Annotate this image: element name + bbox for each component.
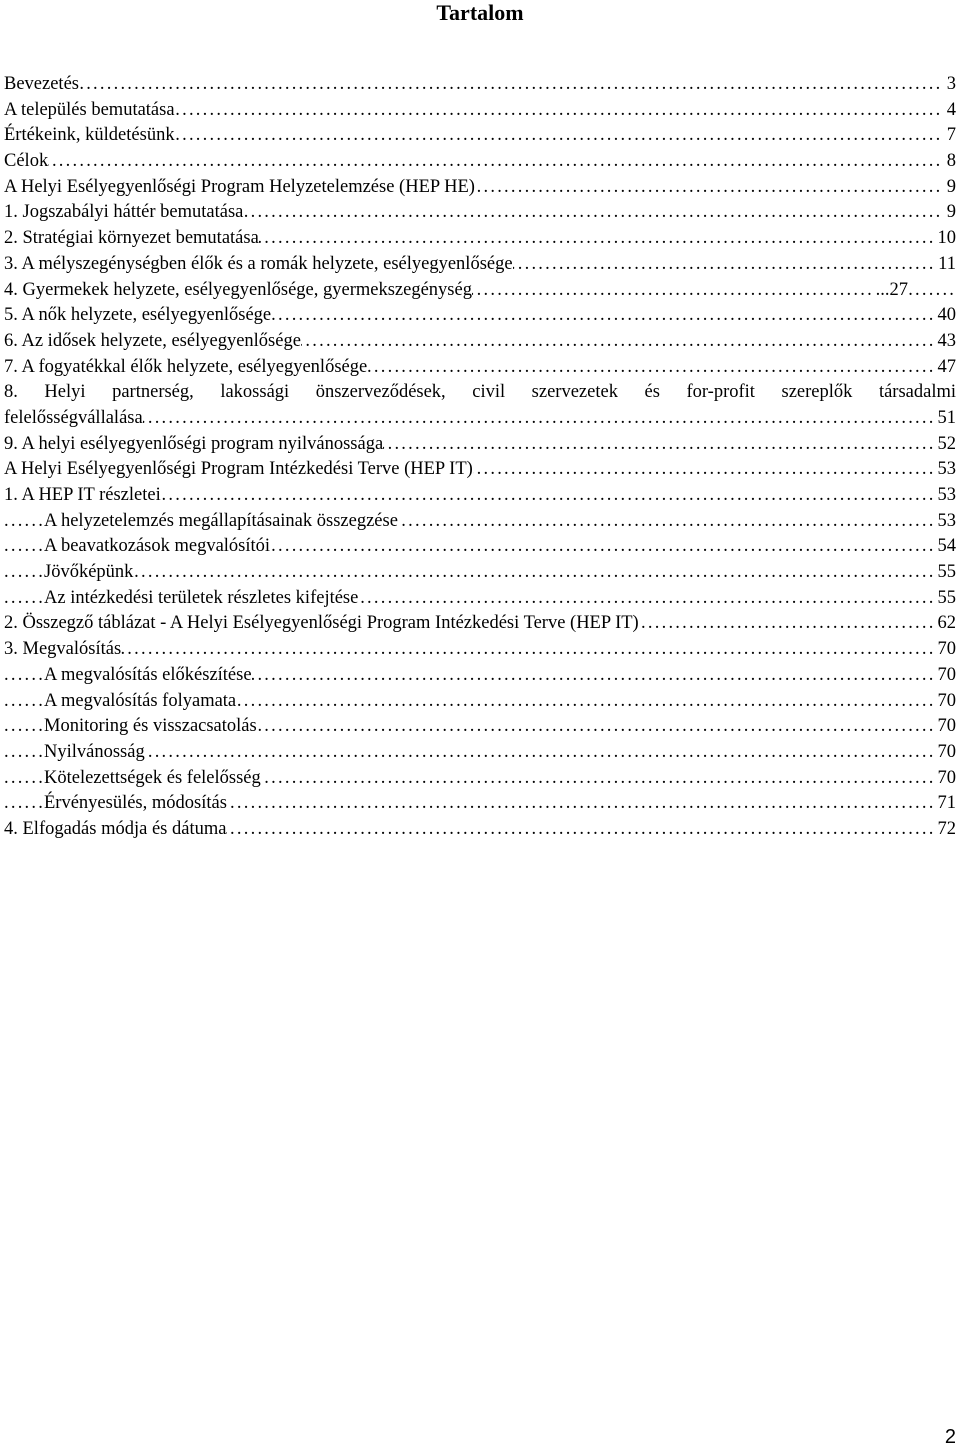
toc-entry[interactable] [4,303,956,329]
toc-entry-title: A helyzetelemzés megállapításainak összegzése [44,510,398,531]
table-of-contents [4,72,956,843]
toc-entry-page: ...27 [872,278,908,304]
toc-entry[interactable] [4,355,956,381]
toc-entry[interactable] [4,586,956,612]
toc-entry-page: 70 [934,714,957,740]
toc-entry-page: 11 [934,252,956,278]
toc-entry[interactable] [4,689,956,715]
toc-entry-page: 70 [934,689,957,715]
toc-entry-title: A Helyi Esélyegyenlőségi Program Helyzetelemzése (HEP HE) [4,176,475,197]
toc-entry-page: 9 [943,175,956,201]
toc-entry-page: 8 [943,149,956,175]
toc-entry[interactable] [4,483,956,509]
toc-entry-title: Monitoring és visszacsatolás [44,716,257,737]
toc-entry-title: A település bemutatása [4,99,175,120]
toc-entry-title: 4. Gyermekek helyzete, esélyegyenlősége, gyermekszegénység [4,279,472,300]
toc-entry[interactable] [4,149,956,175]
toc-entry-page: 70 [934,766,957,792]
toc-entry-page: 4 [943,98,956,124]
toc-entry-page: 70 [934,663,957,689]
toc-entry-page: 70 [934,637,957,663]
toc-entry-title: A megvalósítás előkészítése [44,664,252,685]
toc-entry[interactable] [4,175,956,201]
toc-entry-title: Kötelezettségek és felelősség [44,767,261,788]
toc-entry-title: Értékeink, küldetésünk [4,125,175,146]
toc-entry-title: A Helyi Esélyegyenlőségi Program Intézkedési Terve (HEP IT) [4,459,473,480]
toc-entry-page: 54 [934,534,957,560]
toc-entry-title-continued: felelősségvállalása [4,407,143,428]
toc-entry-page: 10 [934,226,957,252]
toc-entry[interactable] [4,534,956,560]
toc-entry-page: 7 [943,123,956,149]
page-number: 2 [944,1426,956,1448]
toc-entry[interactable] [4,560,956,586]
toc-entry-page: 70 [934,740,957,766]
toc-entry[interactable] [4,663,956,689]
toc-entry[interactable] [4,766,956,792]
toc-entry[interactable] [4,98,956,124]
toc-entry[interactable] [4,252,956,278]
toc-entry[interactable] [4,226,956,252]
toc-entry-title: 4. Elfogadás módja és dátuma [4,818,227,839]
toc-entry-page: 40 [934,303,957,329]
toc-entry[interactable] [4,714,956,740]
toc-entry-title: A beavatkozások megvalósítói [44,536,271,557]
toc-entry-title: Bevezetés [4,74,79,94]
toc-entry-title: 3. Megvalósítás [4,639,122,660]
toc-entry[interactable] [4,611,956,637]
toc-entry-page: 62 [934,611,957,637]
toc-entry[interactable] [4,432,956,458]
toc-entry-page: 55 [934,586,957,612]
toc-entry-title: 9. A helyi esélyegyenlőségi program nyilvánossága [4,433,384,454]
toc-entry[interactable] [4,380,956,431]
toc-entry[interactable] [4,791,956,817]
toc-entry-page: 9 [943,200,956,226]
toc-entry[interactable] [4,637,956,663]
toc-entry-title: 1. A HEP IT részletei [4,485,161,506]
toc-entry-title: 1. Jogszabályi háttér bemutatása [4,202,244,223]
toc-entry-title: Jövőképünk [44,562,134,583]
toc-entry-page: 53 [934,509,957,535]
toc-entry-page: 72 [934,817,957,843]
toc-entry[interactable] [4,123,956,149]
toc-entry-page: 51 [934,406,957,432]
toc-entry[interactable] [4,200,956,226]
toc-entry-page: 43 [934,329,957,355]
toc-entry-page: 53 [934,483,957,509]
toc-entry-page: 71 [934,791,957,817]
toc-entry-title: 2. Összegző táblázat - A Helyi Esélyegyenlőségi Program Intézkedési Terve (HEP IT) [4,613,639,634]
toc-entry-page: 55 [934,560,957,586]
toc-entry[interactable] [4,509,956,535]
toc-entry-page: 53 [934,457,957,483]
page-title: Tartalom [436,0,524,25]
toc-entry[interactable] [4,329,956,355]
toc-entry[interactable] [4,278,956,304]
toc-entry-title: Célok [4,151,49,172]
toc-entry-title: 3. A mélyszegénységben élők és a romák helyzete, esélyegyenlősége [4,253,513,274]
toc-entry-title: 6. Az idősek helyzete, esélyegyenlősége [4,330,301,351]
toc-entry-title: 2. Stratégiai környezet bemutatása [4,228,259,249]
toc-entry[interactable] [4,740,956,766]
toc-entry[interactable] [4,817,956,843]
toc-entry-title: 5. A nők helyzete, esélyegyenlősége [4,305,272,326]
toc-entry-page: 52 [934,432,957,458]
toc-entry[interactable] [4,72,956,98]
toc-entry-title: 8. Helyi partnerség, lakossági önszerveződések, civil szervezetek és for-profit szereplők társadalmi [4,380,956,406]
toc-entry-page: 47 [934,355,957,381]
toc-entry-title: Az intézkedési területek részletes kifejtése [44,587,359,608]
toc-entry-title: A megvalósítás folyamata [44,690,237,711]
toc-entry-page: 3 [943,72,956,98]
toc-entry[interactable] [4,457,956,483]
toc-entry-title: 7. A fogyatékkal élők helyzete, esélyegyenlősége [4,356,368,377]
toc-entry-title: Nyilvánosság [44,741,145,762]
toc-entry-title: Érvényesülés, módosítás [44,793,227,814]
